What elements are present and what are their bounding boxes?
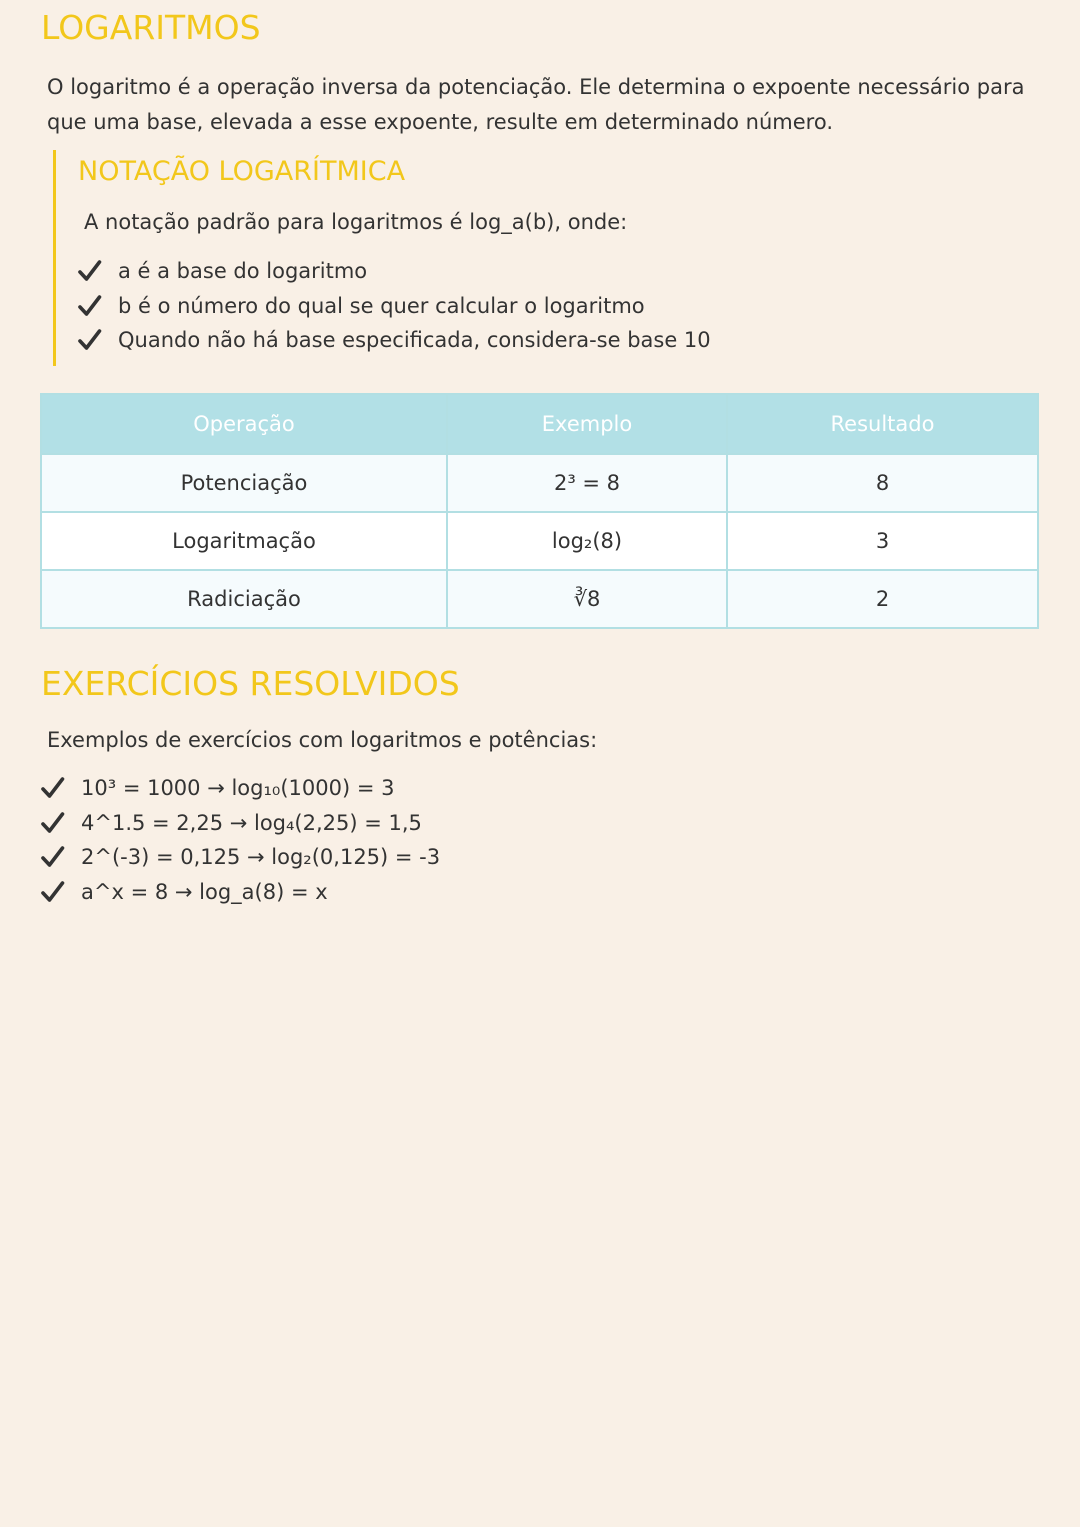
table-cell: 2 (727, 570, 1038, 628)
notation-list (78, 254, 711, 358)
table-cell: ∛8 (447, 570, 727, 628)
table-row (41, 454, 1038, 512)
notation-heading: NOTAÇÃO LOGARÍTMICA (78, 156, 406, 187)
check-icon (78, 289, 104, 324)
table-header-row (41, 394, 1038, 454)
list-item (41, 806, 440, 841)
list-item (78, 323, 711, 358)
list-item-text: 4^1.5 = 2,25 → log₄(2,25) = 1,5 (81, 810, 422, 835)
list-item (41, 840, 440, 875)
list-item-text: b é o número do qual se quer calcular o logaritmo (118, 293, 645, 318)
check-icon (41, 840, 67, 875)
list-item-text: Quando não há base especificada, considera-se base 10 (118, 328, 711, 352)
exercises-lead: Exemplos de exercícios com logaritmos e potências: (47, 728, 598, 752)
list-item-text: 2^(-3) = 0,125 → log₂(0,125) = -3 (81, 845, 441, 869)
table-cell: Radiciação (41, 570, 447, 628)
list-item-text: a é a base do logaritmo (118, 259, 368, 283)
notation-callout (53, 150, 1016, 366)
list-item-text: 10³ = 1000 → log₁₀(1000) = 3 (81, 776, 395, 800)
check-icon (41, 875, 67, 910)
check-icon (78, 254, 104, 289)
table-cell: 2³ = 8 (447, 454, 727, 512)
list-item-text: a^x = 8 → log_a(8) = x (81, 879, 328, 904)
exercises-heading: EXERCÍCIOS RESOLVIDOS (41, 664, 460, 703)
check-icon (41, 806, 67, 841)
list-item (78, 289, 711, 324)
notation-lead: A notação padrão para logaritmos é log_a(b), onde: (84, 210, 628, 234)
list-item (41, 875, 440, 910)
page-title: LOGARITMOS (41, 8, 261, 47)
table-cell: log₂(8) (447, 512, 727, 570)
operations-table (40, 393, 1039, 629)
table-header-cell: Resultado (727, 394, 1038, 454)
table-row (41, 512, 1038, 570)
list-item (78, 254, 711, 289)
check-icon (41, 771, 67, 806)
table-cell: 8 (727, 454, 1038, 512)
exercises-list (41, 771, 440, 909)
table-header-cell: Exemplo (447, 394, 727, 454)
table-cell: 3 (727, 512, 1038, 570)
table-cell: Potenciação (41, 454, 447, 512)
table-header-cell: Operação (41, 394, 447, 454)
table-cell: Logaritmação (41, 512, 447, 570)
check-icon (78, 323, 104, 358)
intro-paragraph: O logaritmo é a operação inversa da potenciação. Ele determina o expoente necessário para que uma base, elevada a esse expoente, resulte em determinado número. (47, 75, 1025, 134)
list-item (41, 771, 440, 806)
table-row (41, 570, 1038, 628)
